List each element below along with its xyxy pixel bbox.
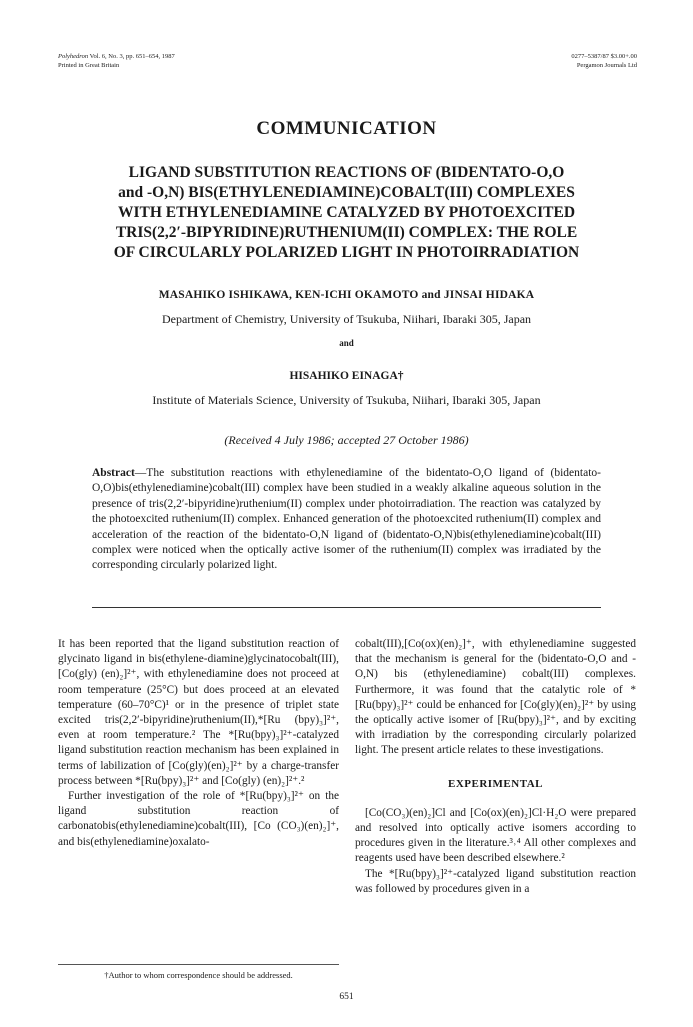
- intro-paragraph: It has been reported that the ligand substitution reaction of glycinato ligand in bis(ethylene-diamine)glycinatocobalt(III), [Co(gly) (en)₂]²⁺, with ethylenediamine does not proceed at room temperature (25°C) but does proceed at an elevated temperature (60–70°C)¹ or in the presence of triplet state excited tris(2,2′-bipyridine)ruthenium(II),*[Ru (bpy)₃]²⁺, even at room temperature.² The *[Ru(bpy)₃]²⁺-catalyzed ligand substitution reaction mechanism has been explained in terms of labilization of [Co(gly)(en)₂]²⁺ by a charge-transfer process between *[Ru(bpy)₃]²⁺ and [Co(gly) (en)₂]²⁺.²: [58, 638, 339, 787]
- printed-in: Printed in Great Britain: [58, 61, 120, 69]
- further-paragraph: Further investigation of the role of *[Ru(bpy)₃]²⁺ on the ligand substitution reaction of carbonatobis(ethylenediamine)cobalt(III), [Co (CO₃)(en)₂]⁺, and bis(ethylenediamine)oxalato-: [58, 790, 339, 848]
- affiliation-1: Department of Chemistry, University of Tsukuba, Niihari, Ibaraki 305, Japan: [161, 312, 532, 326]
- running-header-right: [571, 53, 637, 70]
- title-line-2: and -O,N) BIS(ETHYLENEDIAMINE)COBALT(III) COMPLEXES: [118, 184, 575, 201]
- author-list: MASAHIKO ISHIKAWA, KEN-ICHI OKAMOTO and JINSAI HIDAKA: [158, 289, 535, 301]
- abstract-text: —The substitution reactions with ethylenediamine of the bidentato-O,O ligand of (bidentato-O,O)bis(ethylenediamine)cobalt(III) complex have been studied in a weakly alkaline aqueous solution in the presence of tris(2,2′-bipyridine)ruthenium(II) complex under photoirradiation. The reaction was catalyzed by the photoexcited ruthenium(II) complex. Enhanced generation of the photoexcited ruthenium(II) complex and acceleration of the reaction of the bidentato-O,N ligand of (bidentato-O,N)bis(ethylenediamine)cobalt(III) complex were noticed when the optically active isomer of the ruthenium(II) complex was irradiated by the corresponding circularly polarized light.: [92, 467, 601, 572]
- footnote: †Author to whom correspondence should be addressed.: [104, 970, 293, 980]
- abstract-divider: [92, 607, 601, 608]
- page-number: 651: [339, 992, 354, 1002]
- footnote-divider: [58, 964, 339, 965]
- right-column: [355, 637, 636, 897]
- author-2: HISAHIKO EINAGA†: [289, 370, 404, 382]
- journal-name: Polyhedron: [58, 53, 89, 60]
- abstract-label: Abstract: [92, 467, 135, 479]
- publisher: Pergamon Journals Ltd: [576, 61, 637, 69]
- continuation-paragraph: cobalt(III),[Co(ox)(en)₂]⁺, with ethylenediamine suggested that the mechanism is general for the (bidentato-O,O and -O,N) bis (ethylenediamine) cobalt(III) complexes. Furthermore, it was found that the catalytic role of *[Ru(bpy)₃]²⁺ could be enhanced for [Co(gly)(en)₂]²⁺ by using the optically active isomer of [Ru(bpy)₃]²⁺, and by exciting with irradiation by the corresponding circularly polarized light. The present article relates to these investigations.: [355, 638, 636, 757]
- experimental-paragraph-1: [Co(CO₃)(en)₂]Cl and [Co(ox)(en)₂]Cl·H₂O were prepared and resolved into optically active isomers according to procedures given in the literature.³˒⁴ All other complexes and reagents used have been described elsewhere.²: [355, 806, 636, 865]
- title-line-3: WITH ETHYLENEDIAMINE CATALYZED BY PHOTOEXCITED: [117, 204, 576, 221]
- abstract: [92, 466, 601, 574]
- issn-price: 0277–5387/87 $3.00+.00: [571, 53, 637, 60]
- title-line-1: LIGAND SUBSTITUTION REACTIONS OF (BIDENTATO-O,O: [128, 164, 565, 181]
- title-line-4: TRIS(2,2′-BIPYRIDINE)RUTHENIUM(II) COMPLEX: THE ROLE: [115, 224, 578, 241]
- left-column: [58, 637, 339, 850]
- title-line-5: OF CIRCULARLY POLARIZED LIGHT IN PHOTOIRRADIATION: [113, 244, 580, 261]
- volume-info: Vol. 6, No. 3, pp. 651–654, 1987: [89, 53, 175, 60]
- affiliation-2: Institute of Materials Science, University of Tsukuba, Niihari, Ibaraki 305, Japan: [152, 393, 541, 407]
- article-title: [0, 163, 693, 263]
- experimental-heading: EXPERIMENTAL: [447, 777, 544, 790]
- received-dates: (Received 4 July 1986; accepted 27 October 1986): [224, 433, 469, 447]
- experimental-paragraph-2: The *[Ru(bpy)₃]²⁺-catalyzed ligand substitution reaction was followed by procedures given in a: [355, 867, 636, 895]
- running-header-left: [58, 53, 175, 70]
- section-label: COMMUNICATION: [256, 118, 437, 139]
- and-separator: and: [339, 338, 354, 348]
